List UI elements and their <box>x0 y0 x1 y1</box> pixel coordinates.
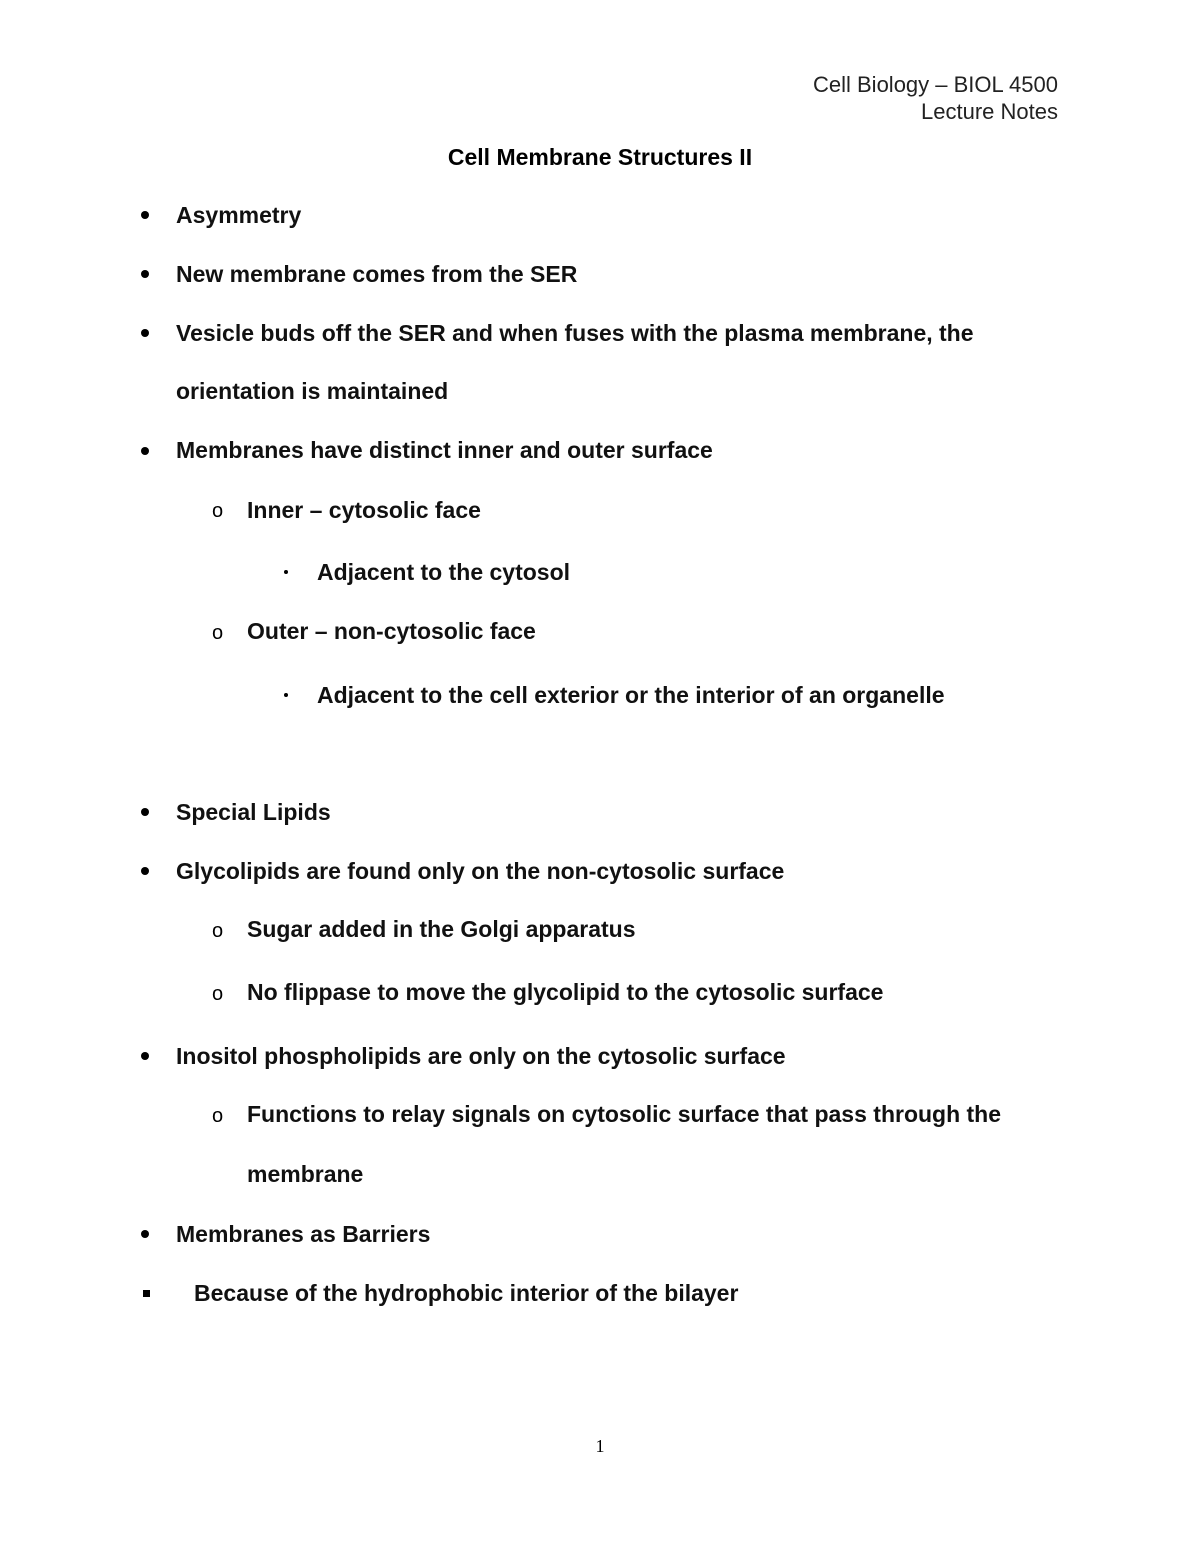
bullet-circle: o <box>212 920 224 942</box>
bullet-disc <box>141 447 149 455</box>
list-item: Membranes have distinct inner and outer surface <box>176 437 713 463</box>
bullet-disc <box>141 1052 149 1060</box>
bullet-circle: o <box>212 500 224 522</box>
sub-list-item: Functions to relay signals on cytosolic surface that pass through the <box>247 1101 1002 1127</box>
bullet-disc <box>141 329 149 337</box>
bullet-disc <box>141 1230 149 1238</box>
notes-subtitle: Lecture Notes <box>921 99 1058 124</box>
list-item: Vesicle buds off the SER and when fuses with the plasma membrane, the <box>176 320 974 346</box>
bullet-circle: o <box>212 983 224 1005</box>
bullet-circle: o <box>212 622 224 644</box>
list-item: Membranes as Barriers <box>176 1221 431 1247</box>
course-header: Cell Biology – BIOL 4500 <box>813 72 1058 97</box>
bullet-small-dot <box>284 570 288 574</box>
sub-list-item: Inner – cytosolic face <box>247 497 481 523</box>
sub-list-item: No flippase to move the glycolipid to the cytosolic surface <box>247 979 884 1005</box>
bullet-small-dot <box>284 693 288 697</box>
bullet-square <box>143 1290 150 1297</box>
sub-sub-list-item: Adjacent to the cell exterior or the interior of an organelle <box>317 682 945 708</box>
page-title: Cell Membrane Structures II <box>447 144 753 170</box>
list-item: Special Lipids <box>176 799 331 825</box>
list-item: New membrane comes from the SER <box>176 261 578 287</box>
sub-list-item: Sugar added in the Golgi apparatus <box>247 916 636 942</box>
list-item: Inositol phospholipids are only on the cytosolic surface <box>176 1043 786 1069</box>
list-item: Asymmetry <box>176 202 302 228</box>
page-number: 1 <box>595 1436 605 1456</box>
bullet-disc <box>141 211 149 219</box>
list-item: Glycolipids are found only on the non-cytosolic surface <box>176 858 785 884</box>
sub-sub-list-item: Adjacent to the cytosol <box>317 559 571 585</box>
bullet-disc <box>141 867 149 875</box>
bullet-circle: o <box>212 1105 224 1127</box>
list-item: Because of the hydrophobic interior of the bilayer <box>194 1280 739 1306</box>
sub-list-item-continuation: membrane <box>247 1161 364 1187</box>
bullet-disc <box>141 808 149 816</box>
list-item-continuation: orientation is maintained <box>176 378 449 404</box>
sub-list-item: Outer – non-cytosolic face <box>247 618 536 644</box>
bullet-disc <box>141 270 149 278</box>
